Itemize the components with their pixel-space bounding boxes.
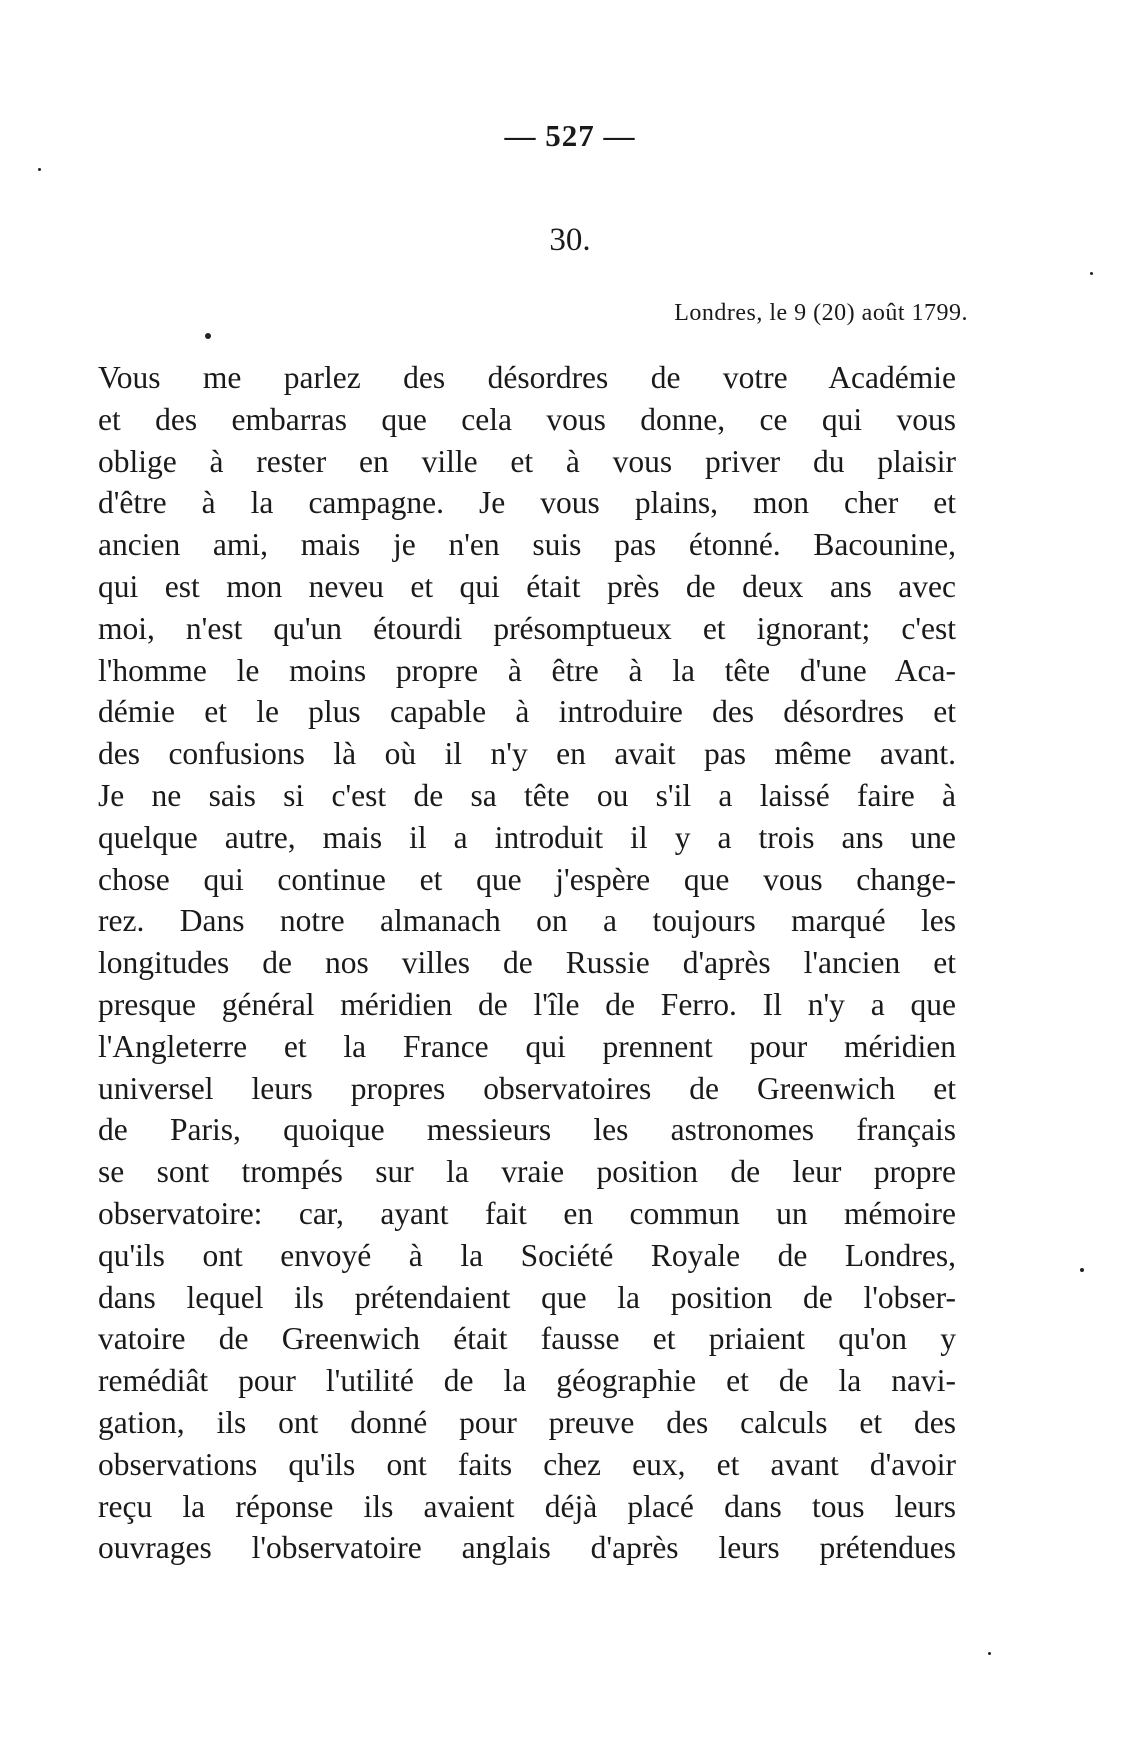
text-line: de Paris, quoique messieurs les astronomes français bbox=[98, 1112, 956, 1148]
text-line: qu'ils ont envoyé à la Société Royale de Londres, bbox=[98, 1237, 956, 1273]
text-line: ancien ami, mais je n'en suis pas étonné. Bacounine, bbox=[98, 527, 956, 563]
text-line: gation, ils ont donné pour preuve des calculs et des bbox=[98, 1404, 956, 1440]
text-line: presque général méridien de l'île de Ferro. Il n'y a que bbox=[98, 986, 956, 1022]
text-line: oblige à rester en ville et à vous priver du plaisir bbox=[98, 443, 956, 479]
letter-body bbox=[98, 357, 956, 1569]
text-line: vatoire de Greenwich était fausse et priaient qu'on y bbox=[98, 1321, 956, 1357]
text-line: démie et le plus capable à introduire des désordres et bbox=[98, 694, 956, 730]
text-line: qui est mon neveu et qui était près de deux ans avec bbox=[98, 568, 956, 604]
text-line: et des embarras que cela vous donne, ce qui vous bbox=[98, 401, 956, 437]
text-line: moi, n'est qu'un étourdi présomptueux et ignorant; c'est bbox=[98, 610, 956, 646]
ink-speck bbox=[1080, 1268, 1084, 1272]
text-line: Vous me parlez des désordres de votre Académie bbox=[98, 360, 956, 395]
text-line: quelque autre, mais il a introduit il y a trois ans une bbox=[98, 819, 956, 855]
ink-speck bbox=[1090, 272, 1093, 275]
text-line: longitudes de nos villes de Russie d'après l'ancien et bbox=[98, 945, 956, 981]
text-line: universel leurs propres observatoires de Greenwich et bbox=[98, 1070, 956, 1106]
text-line: observatoire: car, ayant fait en commun un mémoire bbox=[98, 1195, 956, 1231]
letter-number: 30. bbox=[549, 222, 591, 258]
text-line: reçu la réponse ils avaient déjà placé dans tous leurs bbox=[98, 1488, 956, 1524]
text-line: Je ne sais si c'est de sa tête ou s'il a laissé faire à bbox=[98, 777, 956, 813]
ink-speck bbox=[38, 168, 41, 171]
text-line: observations qu'ils ont faits chez eux, et avant d'avoir bbox=[98, 1446, 956, 1482]
dateline: Londres, le 9 (20) août 1799. bbox=[674, 300, 968, 326]
text-line: l'Angleterre et la France qui prennent pour méridien bbox=[98, 1028, 956, 1064]
text-line: ouvrages l'observatoire anglais d'après leurs prétendues bbox=[98, 1530, 956, 1566]
text-line: dans lequel ils prétendaient que la position de l'obser- bbox=[98, 1279, 956, 1315]
text-line: d'être à la campagne. Je vous plains, mon cher et bbox=[98, 485, 956, 521]
text-line: chose qui continue et que j'espère que vous change- bbox=[98, 861, 956, 897]
text-line: des confusions là où il n'y en avait pas même avant. bbox=[98, 736, 956, 772]
page-number: — 527 — bbox=[504, 118, 636, 153]
ink-speck bbox=[988, 1652, 991, 1655]
text-line: remédiât pour l'utilité de la géographie et de la navi- bbox=[98, 1363, 956, 1399]
text-line: l'homme le moins propre à être à la tête d'une Aca- bbox=[98, 652, 956, 688]
text-line: se sont trompés sur la vraie position de leur propre bbox=[98, 1154, 956, 1190]
ink-speck bbox=[205, 333, 211, 339]
text-line: rez. Dans notre almanach on a toujours marqué les bbox=[98, 903, 956, 939]
